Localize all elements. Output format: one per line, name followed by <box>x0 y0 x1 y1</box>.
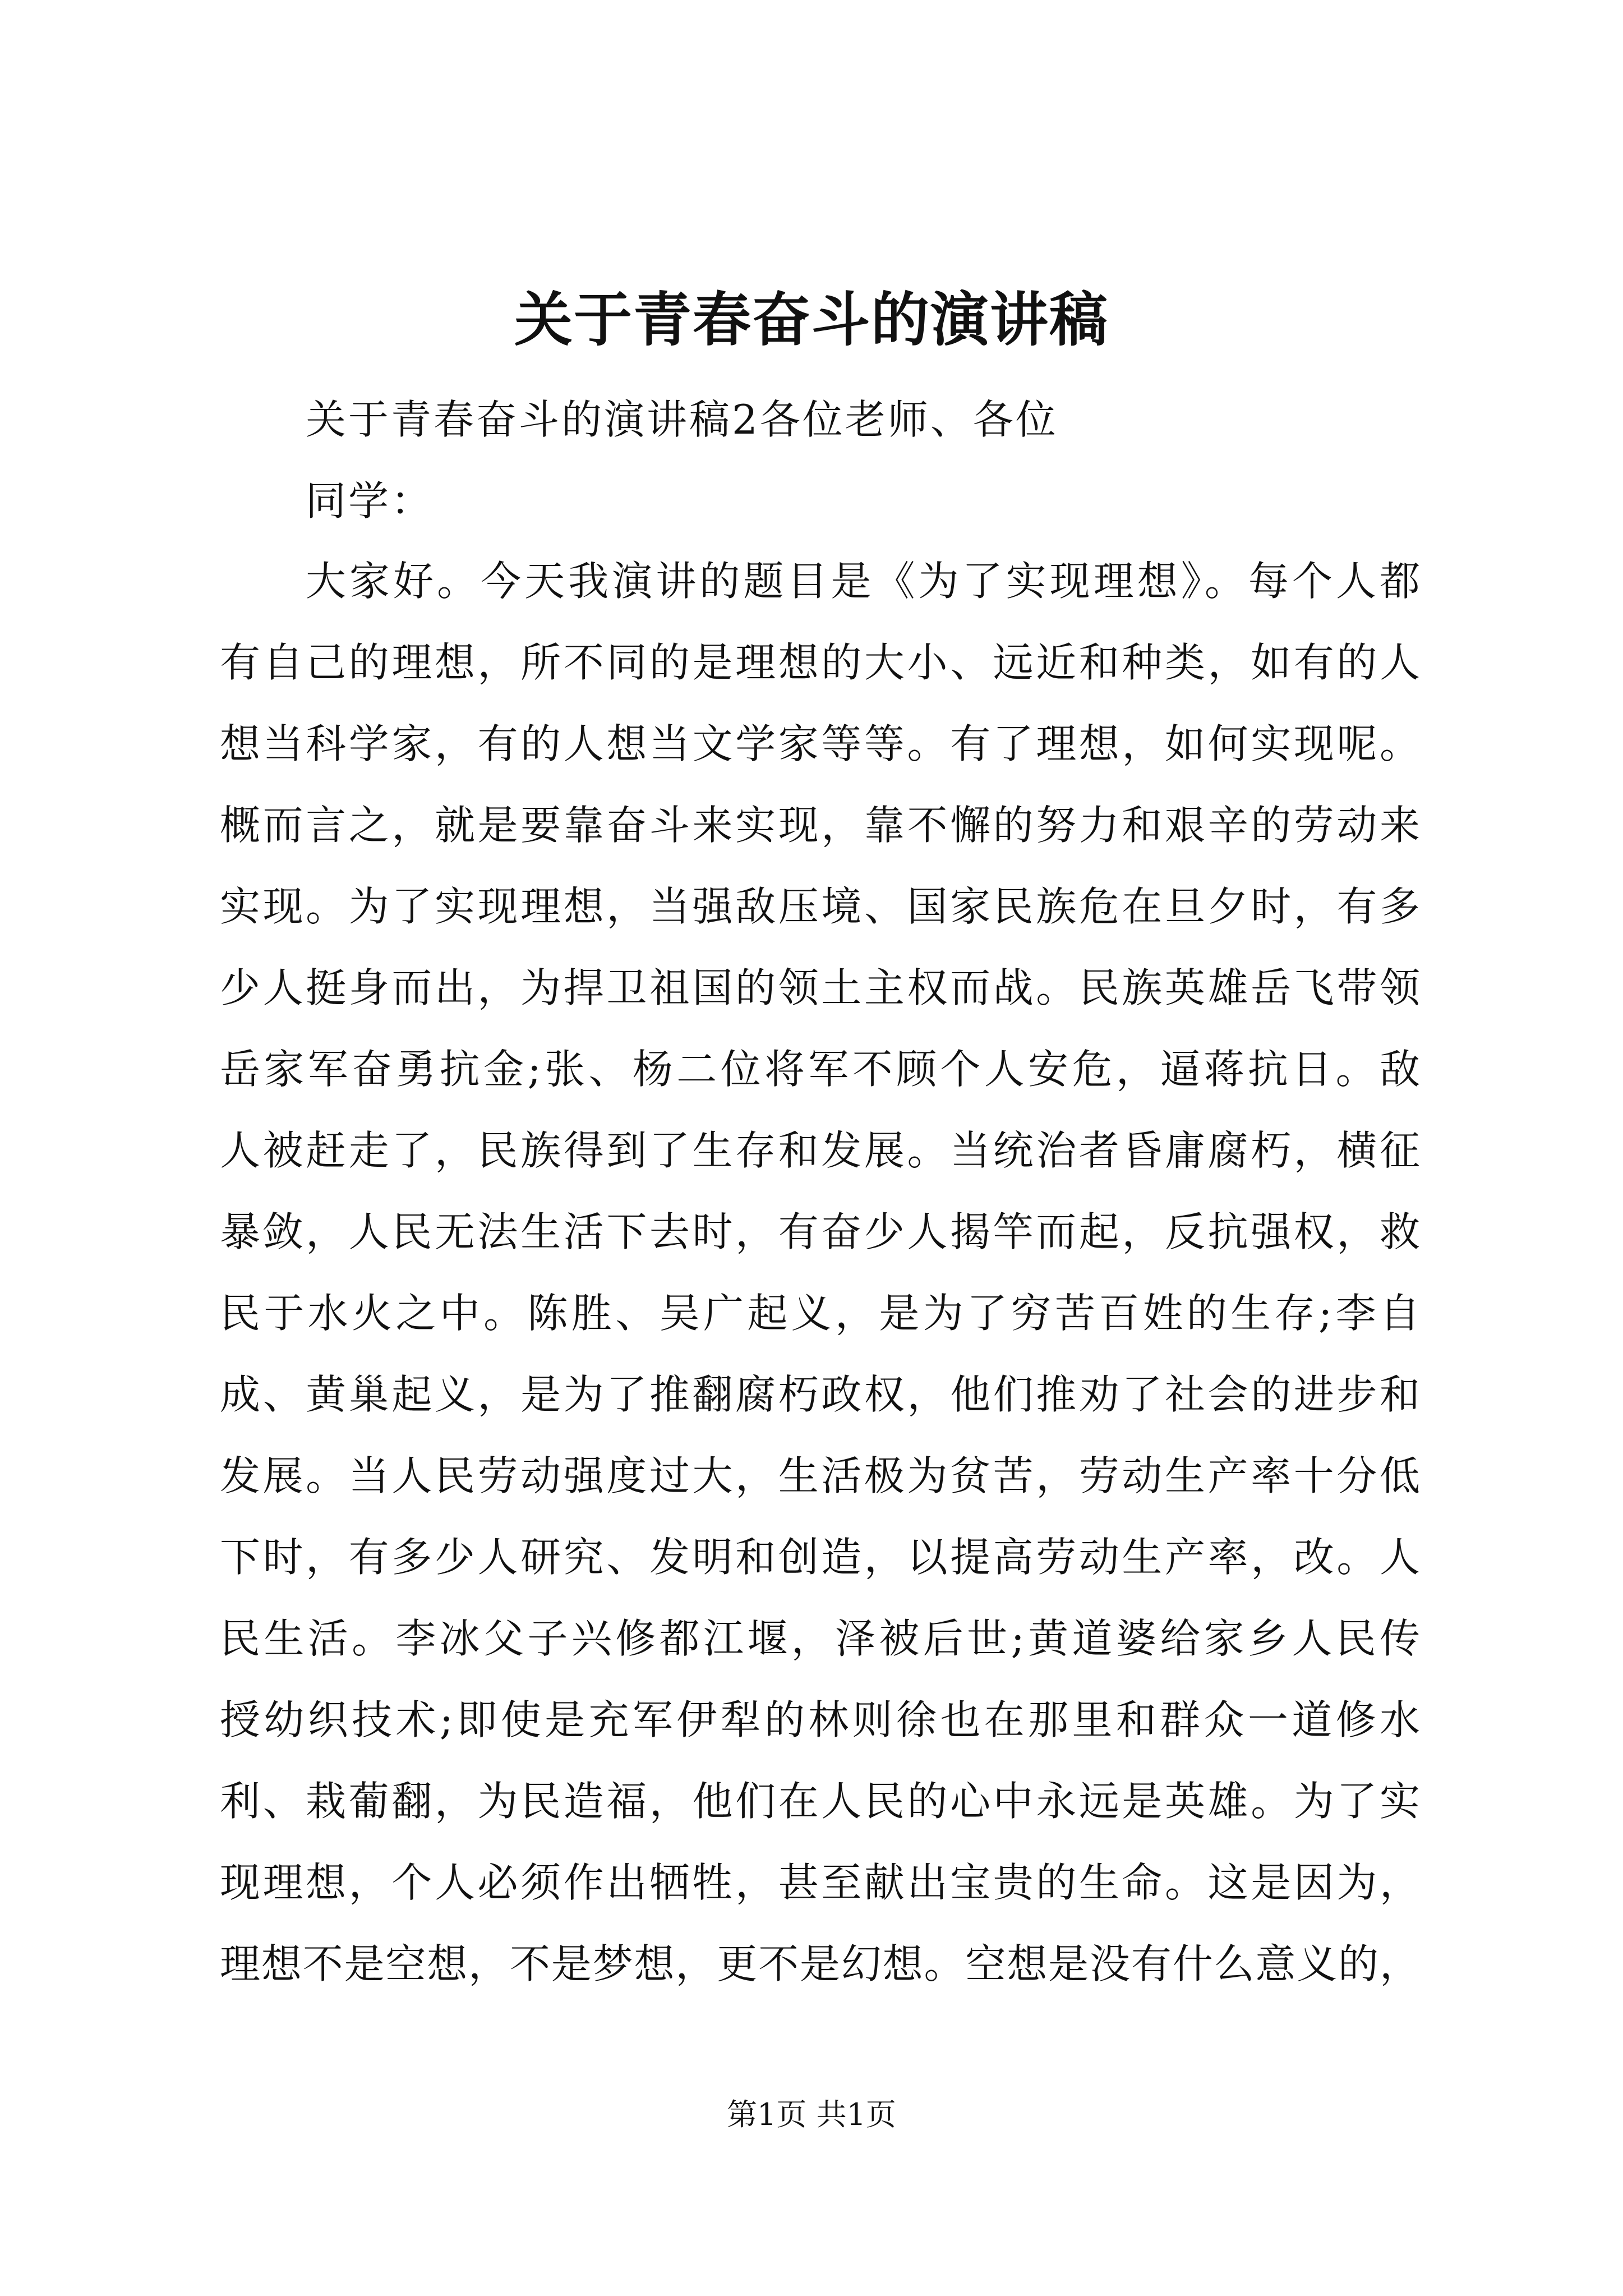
paragraph-line: 发展。当人民劳动强度过大，生活极为贫苦，劳动生产率十分低 <box>220 1452 1420 1499</box>
paragraph-line: 理想不是空想，不是梦想，更不是幻想。空想是没有什么意义的， <box>220 1940 1420 1987</box>
paragraph-line: 岳家军奋勇抗金;张、杨二位将军不顾个人安危，逼蒋抗日。敌 <box>220 1046 1420 1093</box>
paragraph-line: 有自己的理想，所不同的是理想的大小、远近和种类，如有的人 <box>220 639 1420 686</box>
paragraph-line: 少人挺身而出，为捍卫祖国的领土主权而战。民族英雄岳飞带领 <box>220 964 1420 1011</box>
paragraph-line: 授幼织技术;即使是充军伊犁的林则徐也在那里和群众一道修水 <box>220 1696 1420 1743</box>
page-footer: 第1页 共1页 <box>727 2097 896 2132</box>
paragraph-line: 民生活。李冰父子兴修都江堰，泽被后世;黄道婆给家乡人民传 <box>220 1615 1420 1662</box>
intro-line: 同学： <box>306 477 434 524</box>
paragraph-line: 大家好。今天我演讲的题目是《为了实现理想》。每个人都 <box>306 558 1420 605</box>
paragraph-line: 暴敛，人民无法生活下去时，有奋少人揭竿而起，反抗强权，救 <box>220 1208 1420 1255</box>
paragraph-line: 人被赶走了，民族得到了生存和发展。当统治者昏庸腐朽，横征 <box>220 1127 1420 1174</box>
document-title: 关于青春奋斗的演讲稿 <box>514 285 1109 354</box>
paragraph-line: 利、栽葡翻，为民造福，他们在人民的心中永远是英雄。为了实 <box>220 1778 1420 1825</box>
paragraph-line: 实现。为了实现理想，当强敌压境、国家民族危在旦夕时，有多 <box>220 883 1420 930</box>
intro-line: 关于青春奋斗的演讲稿2各位老师、各位 <box>306 396 1058 443</box>
paragraph-line: 想当科学家，有的人想当文学家等等。有了理想，如何实现呢。 <box>220 720 1420 767</box>
paragraph-line: 成、黄巢起义，是为了推翻腐朽政权，他们推劝了社会的进步和 <box>220 1371 1420 1418</box>
paragraph-line: 现理想，个人必须作出牺牲，甚至献出宝贵的生命。这是因为， <box>220 1859 1420 1906</box>
paragraph-line: 概而言之，就是要靠奋斗来实现，靠不懈的努力和艰辛的劳动来 <box>220 802 1420 849</box>
paragraph-line: 民于水火之中。陈胜、吴广起义，是为了穷苦百姓的生存;李自 <box>220 1290 1420 1337</box>
paragraph-line: 下时，有多少人研究、发明和创造，以提高劳动生产率，改。人 <box>220 1534 1420 1581</box>
